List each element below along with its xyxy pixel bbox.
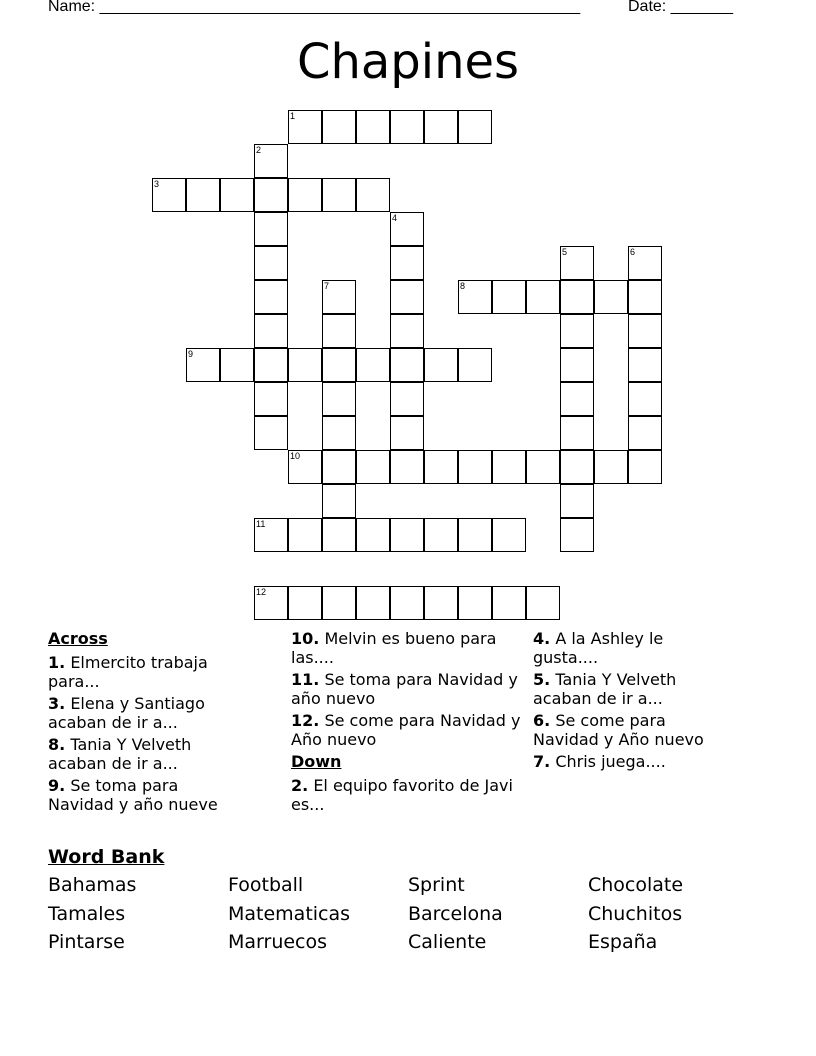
clue-column-1 bbox=[48, 629, 248, 817]
grid-cell[interactable] bbox=[560, 416, 594, 450]
grid-cell[interactable] bbox=[390, 416, 424, 450]
grid-cell[interactable] bbox=[628, 450, 662, 484]
grid-cell[interactable] bbox=[152, 178, 186, 212]
grid-cell[interactable] bbox=[220, 178, 254, 212]
grid-cell[interactable] bbox=[424, 450, 458, 484]
clue-text: Melvin es bueno para las.... bbox=[291, 629, 497, 667]
clue-down-7 bbox=[533, 752, 733, 771]
grid-cell[interactable] bbox=[254, 212, 288, 246]
clue-down-4 bbox=[533, 629, 733, 667]
clue-across-3 bbox=[48, 694, 248, 732]
grid-cell[interactable] bbox=[288, 178, 322, 212]
date-line: Date: _______ bbox=[628, 0, 733, 15]
grid-cell[interactable] bbox=[492, 586, 526, 620]
grid-cell[interactable] bbox=[322, 450, 356, 484]
grid-cell[interactable] bbox=[390, 280, 424, 314]
grid-cell[interactable] bbox=[254, 144, 288, 178]
grid-cell[interactable] bbox=[424, 110, 458, 144]
clue-text: Chris juega.... bbox=[555, 752, 666, 771]
grid-cell[interactable] bbox=[492, 518, 526, 552]
cell-number: 8 bbox=[460, 281, 466, 291]
grid-cell[interactable] bbox=[526, 280, 560, 314]
clue-across-12 bbox=[291, 711, 521, 749]
grid-cell[interactable] bbox=[390, 212, 424, 246]
grid-cell[interactable] bbox=[254, 518, 288, 552]
word-bank-item: Barcelona bbox=[408, 903, 503, 925]
clue-down-2 bbox=[291, 776, 521, 814]
grid-cell[interactable] bbox=[186, 348, 220, 382]
clue-text: Tania Y Velveth acaban de ir a... bbox=[48, 735, 192, 773]
grid-cell[interactable] bbox=[254, 246, 288, 280]
name-line: Name: ______________________________________________________ bbox=[48, 0, 581, 15]
word-bank-item: España bbox=[588, 931, 658, 953]
grid-cell[interactable] bbox=[288, 518, 322, 552]
grid-cell[interactable] bbox=[356, 518, 390, 552]
word-bank-item: Pintarse bbox=[48, 931, 125, 953]
clue-down-6 bbox=[533, 711, 733, 749]
clue-text: Se toma para Navidad y año nuevo bbox=[291, 670, 518, 708]
word-bank-item: Marruecos bbox=[228, 931, 328, 953]
grid-cell[interactable] bbox=[526, 450, 560, 484]
cell-number: 5 bbox=[562, 247, 568, 257]
grid-cell[interactable] bbox=[628, 348, 662, 382]
clue-text: El equipo favorito de Javi es... bbox=[291, 776, 513, 814]
clue-across-10 bbox=[291, 629, 521, 667]
clue-text: A la Ashley le gusta.... bbox=[533, 629, 664, 667]
grid-cell[interactable] bbox=[628, 280, 662, 314]
grid-cell[interactable] bbox=[390, 518, 424, 552]
grid-cell[interactable] bbox=[356, 110, 390, 144]
word-bank-heading: Word Bank bbox=[48, 846, 165, 868]
grid-cell[interactable] bbox=[322, 484, 356, 518]
puzzle-title: Chapines bbox=[296, 34, 520, 90]
clue-number: 9. bbox=[48, 776, 66, 795]
grid-cell[interactable] bbox=[560, 484, 594, 518]
grid-cell[interactable] bbox=[628, 246, 662, 280]
grid-cell[interactable] bbox=[628, 314, 662, 348]
grid-cell[interactable] bbox=[458, 110, 492, 144]
clue-number: 11. bbox=[291, 670, 320, 689]
grid-cell[interactable] bbox=[560, 280, 594, 314]
clue-text: Se toma para Navidad y año nueve bbox=[48, 776, 218, 814]
clue-number: 4. bbox=[533, 629, 551, 648]
grid-cell[interactable] bbox=[594, 450, 628, 484]
grid-cell[interactable] bbox=[458, 586, 492, 620]
clue-column-2 bbox=[291, 629, 521, 817]
grid-cell[interactable] bbox=[220, 348, 254, 382]
cell-number: 10 bbox=[290, 451, 301, 461]
word-bank-item: Tamales bbox=[48, 903, 126, 925]
clue-down-5 bbox=[533, 670, 733, 708]
grid-cell[interactable] bbox=[254, 178, 288, 212]
grid-cell[interactable] bbox=[254, 586, 288, 620]
grid-cell[interactable] bbox=[288, 586, 322, 620]
clue-across-1 bbox=[48, 653, 248, 691]
clue-number: 1. bbox=[48, 653, 66, 672]
grid-cell[interactable] bbox=[458, 518, 492, 552]
grid-cell[interactable] bbox=[628, 382, 662, 416]
grid-cell[interactable] bbox=[322, 314, 356, 348]
grid-cell[interactable] bbox=[560, 314, 594, 348]
grid-cell[interactable] bbox=[322, 518, 356, 552]
cell-number: 1 bbox=[290, 111, 296, 121]
grid-cell[interactable] bbox=[560, 450, 594, 484]
cell-number: 2 bbox=[256, 145, 262, 155]
word-bank-item: Chocolate bbox=[588, 874, 684, 896]
grid-cell[interactable] bbox=[560, 348, 594, 382]
cell-number: 4 bbox=[392, 213, 398, 223]
clue-column-3 bbox=[533, 629, 733, 774]
grid-cell[interactable] bbox=[288, 110, 322, 144]
cell-number: 9 bbox=[188, 349, 194, 359]
word-bank-item: Matematicas bbox=[228, 903, 351, 925]
grid-cell[interactable] bbox=[526, 586, 560, 620]
clue-text: Tania Y Velveth acaban de ir a... bbox=[533, 670, 677, 708]
grid-cell[interactable] bbox=[390, 348, 424, 382]
clue-text: Elmercito trabaja para... bbox=[48, 653, 208, 691]
grid-cell[interactable] bbox=[458, 450, 492, 484]
grid-cell[interactable] bbox=[628, 416, 662, 450]
grid-cell[interactable] bbox=[356, 586, 390, 620]
clue-text: Se come para Navidad y Año nuevo bbox=[291, 711, 521, 749]
grid-cell[interactable] bbox=[356, 348, 390, 382]
cell-number: 3 bbox=[154, 179, 160, 189]
grid-cell[interactable] bbox=[254, 416, 288, 450]
clue-number: 5. bbox=[533, 670, 551, 689]
grid-cell[interactable] bbox=[424, 518, 458, 552]
grid-cell[interactable] bbox=[390, 450, 424, 484]
clue-number: 10. bbox=[291, 629, 320, 648]
grid-cell[interactable] bbox=[322, 382, 356, 416]
grid-cell[interactable] bbox=[356, 450, 390, 484]
grid-cell[interactable] bbox=[322, 110, 356, 144]
cell-number: 12 bbox=[256, 587, 267, 597]
grid-cell[interactable] bbox=[390, 586, 424, 620]
clue-text: Elena y Santiago acaban de ir a... bbox=[48, 694, 205, 732]
grid-cell[interactable] bbox=[254, 382, 288, 416]
grid-cell[interactable] bbox=[390, 314, 424, 348]
clue-number: 6. bbox=[533, 711, 551, 730]
clue-number: 12. bbox=[291, 711, 320, 730]
grid-cell[interactable] bbox=[186, 178, 220, 212]
grid-cell[interactable] bbox=[594, 280, 628, 314]
cell-number: 6 bbox=[630, 247, 636, 257]
word-bank-item: Sprint bbox=[408, 874, 465, 896]
grid-cell[interactable] bbox=[322, 416, 356, 450]
grid-cell[interactable] bbox=[492, 450, 526, 484]
clue-number: 2. bbox=[291, 776, 309, 795]
cell-number: 11 bbox=[256, 519, 266, 529]
clue-number: 8. bbox=[48, 735, 66, 754]
cell-number: 7 bbox=[324, 281, 330, 291]
across-heading: Across bbox=[48, 629, 108, 648]
grid-cell[interactable] bbox=[322, 280, 356, 314]
word-bank-item: Caliente bbox=[408, 931, 487, 953]
word-bank-item: Bahamas bbox=[48, 874, 137, 896]
grid-cell[interactable] bbox=[458, 280, 492, 314]
grid-cell[interactable] bbox=[254, 314, 288, 348]
grid-cell[interactable] bbox=[288, 348, 322, 382]
grid-cell[interactable] bbox=[560, 382, 594, 416]
grid-cell[interactable] bbox=[322, 586, 356, 620]
grid-cell[interactable] bbox=[254, 348, 288, 382]
clue-text: Se come para Navidad y Año nuevo bbox=[533, 711, 704, 749]
grid-cell[interactable] bbox=[560, 518, 594, 552]
grid-cell[interactable] bbox=[254, 280, 288, 314]
word-bank-item: Football bbox=[228, 874, 304, 896]
grid-cell[interactable] bbox=[322, 178, 356, 212]
clue-number: 3. bbox=[48, 694, 66, 713]
grid-cell[interactable] bbox=[390, 382, 424, 416]
clue-across-11 bbox=[291, 670, 521, 708]
word-bank-item: Chuchitos bbox=[588, 903, 683, 925]
grid-cell[interactable] bbox=[560, 246, 594, 280]
grid-cell[interactable] bbox=[492, 280, 526, 314]
clue-number: 7. bbox=[533, 752, 551, 771]
grid-cell[interactable] bbox=[390, 246, 424, 280]
grid-cell[interactable] bbox=[424, 586, 458, 620]
clue-across-9 bbox=[48, 776, 248, 814]
grid-cell[interactable] bbox=[356, 178, 390, 212]
down-heading: Down bbox=[291, 752, 342, 771]
grid-cell[interactable] bbox=[458, 348, 492, 382]
grid-cell[interactable] bbox=[322, 348, 356, 382]
grid-cell[interactable] bbox=[390, 110, 424, 144]
grid-cell[interactable] bbox=[424, 348, 458, 382]
grid-cell[interactable] bbox=[288, 450, 322, 484]
clue-across-8 bbox=[48, 735, 248, 773]
